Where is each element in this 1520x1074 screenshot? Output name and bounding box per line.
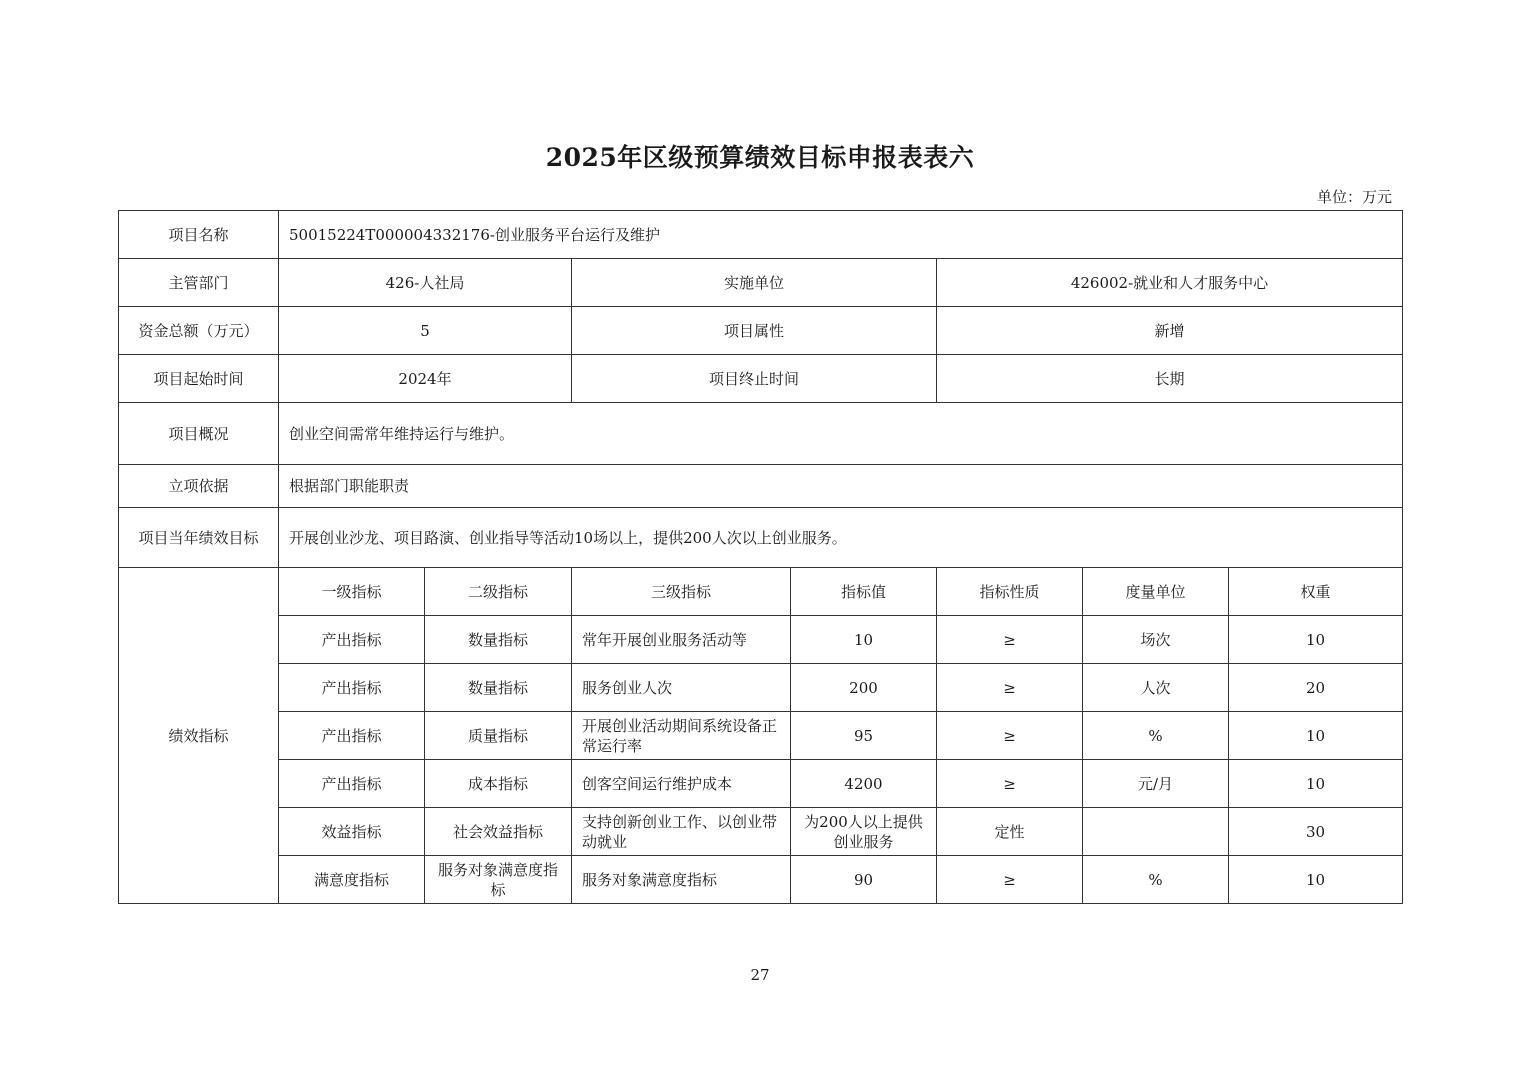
row-overview [119, 403, 1403, 465]
level1-cell: 满意度指标 [279, 856, 425, 904]
nature-cell: ≥ [937, 616, 1083, 664]
row-project-name [119, 211, 1403, 259]
row-dept [119, 259, 1403, 307]
overview-value: 创业空间需常年维持运行与维护。 [279, 403, 1403, 465]
level3-cell: 创客空间运行维护成本 [572, 760, 791, 808]
attr-value: 新增 [937, 307, 1403, 355]
table-row [119, 712, 1403, 760]
dept-value: 426-人社局 [279, 259, 572, 307]
level2-cell: 成本指标 [425, 760, 572, 808]
row-basis [119, 465, 1403, 508]
project-name-value: 50015224T000004332176-创业服务平台运行及维护 [279, 211, 1403, 259]
header-level3: 三级指标 [572, 568, 791, 616]
header-value: 指标值 [791, 568, 937, 616]
row-time [119, 355, 1403, 403]
start-label: 项目起始时间 [119, 355, 279, 403]
value-cell: 200 [791, 664, 937, 712]
nature-cell: ≥ [937, 760, 1083, 808]
unit-cell: 场次 [1083, 616, 1229, 664]
level1-cell: 产出指标 [279, 616, 425, 664]
indicators-label: 绩效指标 [119, 568, 279, 904]
value-cell: 为200人以上提供创业服务 [791, 808, 937, 856]
indicator-header-row [119, 568, 1403, 616]
start-value: 2024年 [279, 355, 572, 403]
impl-value: 426002-就业和人才服务中心 [937, 259, 1403, 307]
table-row [119, 856, 1403, 904]
level2-cell: 数量指标 [425, 616, 572, 664]
header-unit: 度量单位 [1083, 568, 1229, 616]
value-cell: 90 [791, 856, 937, 904]
goal-value: 开展创业沙龙、项目路演、创业指导等活动10场以上，提供200人次以上创业服务。 [279, 508, 1403, 568]
unit-cell [1083, 808, 1229, 856]
level3-cell: 常年开展创业服务活动等 [572, 616, 791, 664]
header-nature: 指标性质 [937, 568, 1083, 616]
unit-cell: 人次 [1083, 664, 1229, 712]
page-title: 2025年区级预算绩效目标申报表表六 [545, 143, 975, 172]
level3-cell: 开展创业活动期间系统设备正常运行率 [572, 712, 791, 760]
level1-cell: 效益指标 [279, 808, 425, 856]
value-cell: 95 [791, 712, 937, 760]
end-value: 长期 [937, 355, 1403, 403]
row-fund [119, 307, 1403, 355]
header-level2: 二级指标 [425, 568, 572, 616]
dept-label: 主管部门 [119, 259, 279, 307]
fund-value: 5 [279, 307, 572, 355]
table-row [119, 808, 1403, 856]
weight-cell: 30 [1229, 808, 1403, 856]
table-row [119, 664, 1403, 712]
weight-cell: 10 [1229, 616, 1403, 664]
weight-cell: 10 [1229, 712, 1403, 760]
unit-label: 单位：万元 [1316, 188, 1392, 206]
level3-cell: 服务对象满意度指标 [572, 856, 791, 904]
level1-cell: 产出指标 [279, 712, 425, 760]
level1-cell: 产出指标 [279, 760, 425, 808]
end-label: 项目终止时间 [572, 355, 937, 403]
level1-cell: 产出指标 [279, 664, 425, 712]
table-row [119, 616, 1403, 664]
attr-label: 项目属性 [572, 307, 937, 355]
page-number: 27 [750, 966, 770, 984]
level2-cell: 质量指标 [425, 712, 572, 760]
nature-cell: ≥ [937, 856, 1083, 904]
nature-cell: ≥ [937, 664, 1083, 712]
basis-value: 根据部门职能职责 [279, 465, 1403, 508]
fund-label: 资金总额（万元） [119, 307, 279, 355]
header-level1: 一级指标 [279, 568, 425, 616]
row-goal [119, 508, 1403, 568]
weight-cell: 10 [1229, 760, 1403, 808]
header-weight: 权重 [1229, 568, 1403, 616]
value-cell: 4200 [791, 760, 937, 808]
weight-cell: 20 [1229, 664, 1403, 712]
nature-cell: ≥ [937, 712, 1083, 760]
level2-cell: 服务对象满意度指标 [425, 856, 572, 904]
overview-label: 项目概况 [119, 403, 279, 465]
budget-performance-table [118, 210, 1403, 904]
weight-cell: 10 [1229, 856, 1403, 904]
goal-label: 项目当年绩效目标 [119, 508, 279, 568]
level3-cell: 服务创业人次 [572, 664, 791, 712]
level2-cell: 数量指标 [425, 664, 572, 712]
level3-cell: 支持创新创业工作、以创业带动就业 [572, 808, 791, 856]
project-name-label: 项目名称 [119, 211, 279, 259]
basis-label: 立项依据 [119, 465, 279, 508]
impl-label: 实施单位 [572, 259, 937, 307]
unit-cell: % [1083, 856, 1229, 904]
nature-cell: 定性 [937, 808, 1083, 856]
table-row [119, 760, 1403, 808]
unit-cell: 元/月 [1083, 760, 1229, 808]
level2-cell: 社会效益指标 [425, 808, 572, 856]
value-cell: 10 [791, 616, 937, 664]
unit-cell: % [1083, 712, 1229, 760]
